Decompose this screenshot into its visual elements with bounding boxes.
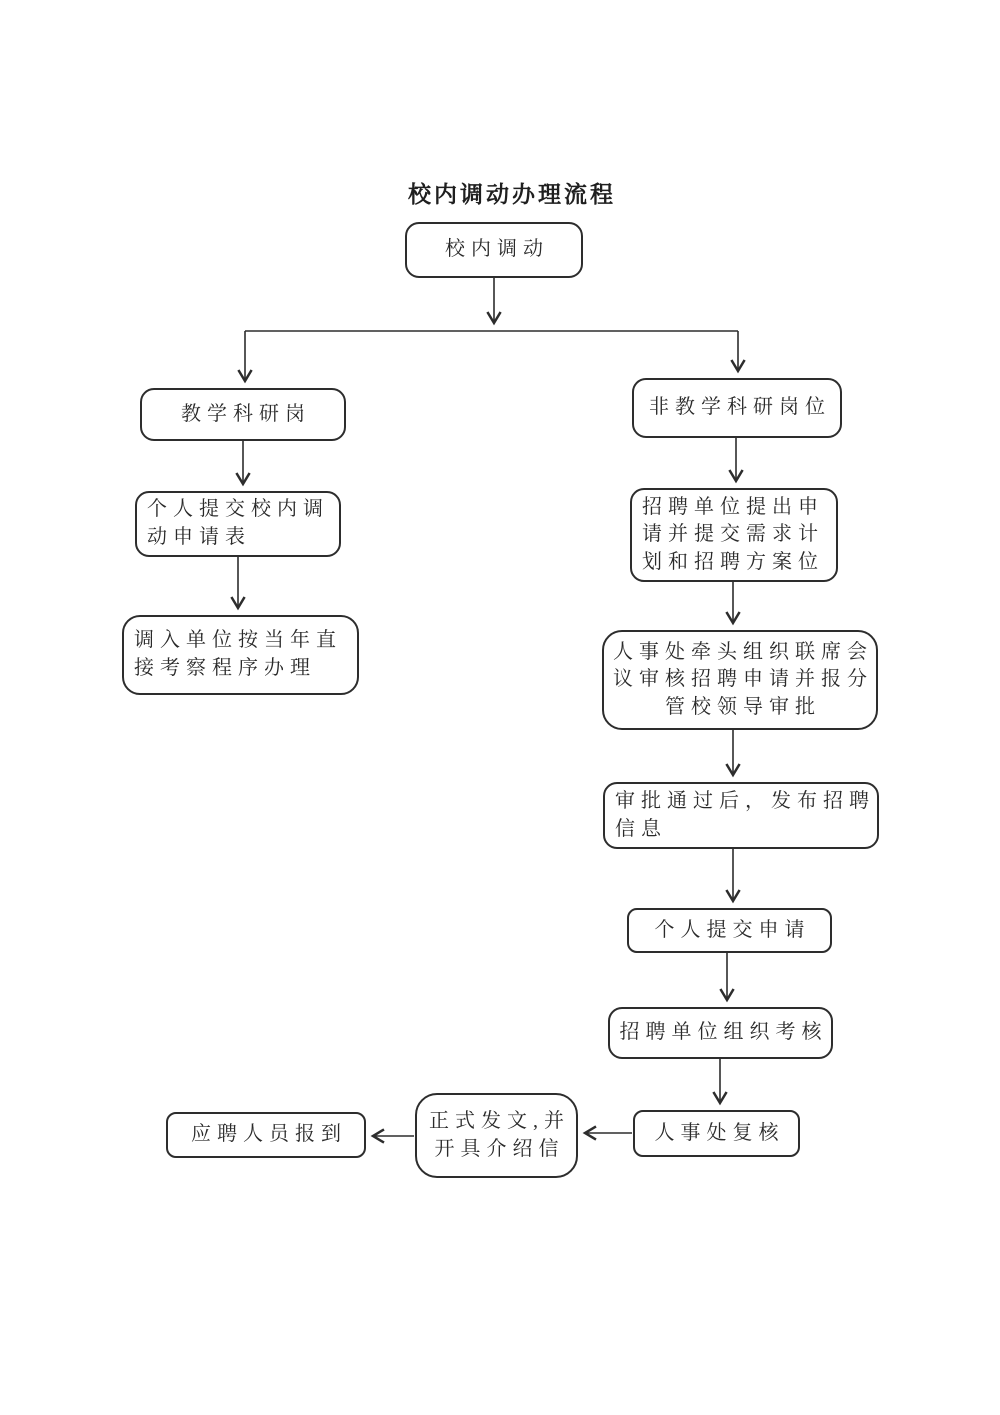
node-label: 信息: [615, 817, 667, 840]
node-personal-transfer-form: [135, 491, 341, 557]
node-official-letter: [415, 1093, 578, 1178]
node-internal-transfer: [405, 222, 583, 278]
node-label: 校内调动: [445, 238, 549, 261]
node-unit-assessment: [608, 1007, 833, 1059]
node-publish-recruit-info: [603, 782, 879, 849]
node-label: 人事处复核: [654, 1121, 785, 1144]
node-label: 动申请表: [147, 526, 251, 548]
node-label: 个人提交申请: [654, 918, 811, 941]
node-label: 教学科研岗: [181, 402, 311, 425]
node-label: 正式发文,并: [429, 1109, 570, 1132]
node-label: 审批通过后，发布招聘: [615, 789, 875, 812]
node-hr-joint-review: [602, 630, 878, 730]
node-label: 人事处牵头组织联席会: [613, 640, 873, 663]
node-label: 管校领导审批: [665, 695, 821, 718]
node-label: 划和招聘方案位: [642, 550, 824, 573]
node-label: 应聘人员报到: [191, 1123, 347, 1146]
node-label: 招聘单位提出申: [642, 495, 824, 518]
node-personal-application: [627, 908, 832, 953]
node-direct-inspection-procedure: [122, 615, 359, 695]
node-unit-request-plan: [630, 488, 838, 582]
node-hr-recheck: [633, 1110, 800, 1157]
node-label: 非教学科研岗位: [649, 396, 831, 419]
page-title: 校内调动办理流程: [408, 182, 616, 207]
node-label: 接考察程序办理: [134, 657, 316, 679]
node-non-teaching-post: [632, 378, 842, 438]
node-label: 调入单位按当年直: [134, 629, 342, 652]
node-label: 招聘单位组织考核: [619, 1021, 828, 1044]
node-label: 开具介绍信: [434, 1137, 565, 1160]
node-label: 议审核招聘申请并报分: [613, 668, 873, 691]
node-label: 请并提交需求计: [642, 523, 824, 546]
node-label: 个人提交校内调: [147, 498, 329, 521]
node-report-for-duty: [166, 1112, 366, 1158]
node-teaching-research-post: [140, 388, 346, 441]
